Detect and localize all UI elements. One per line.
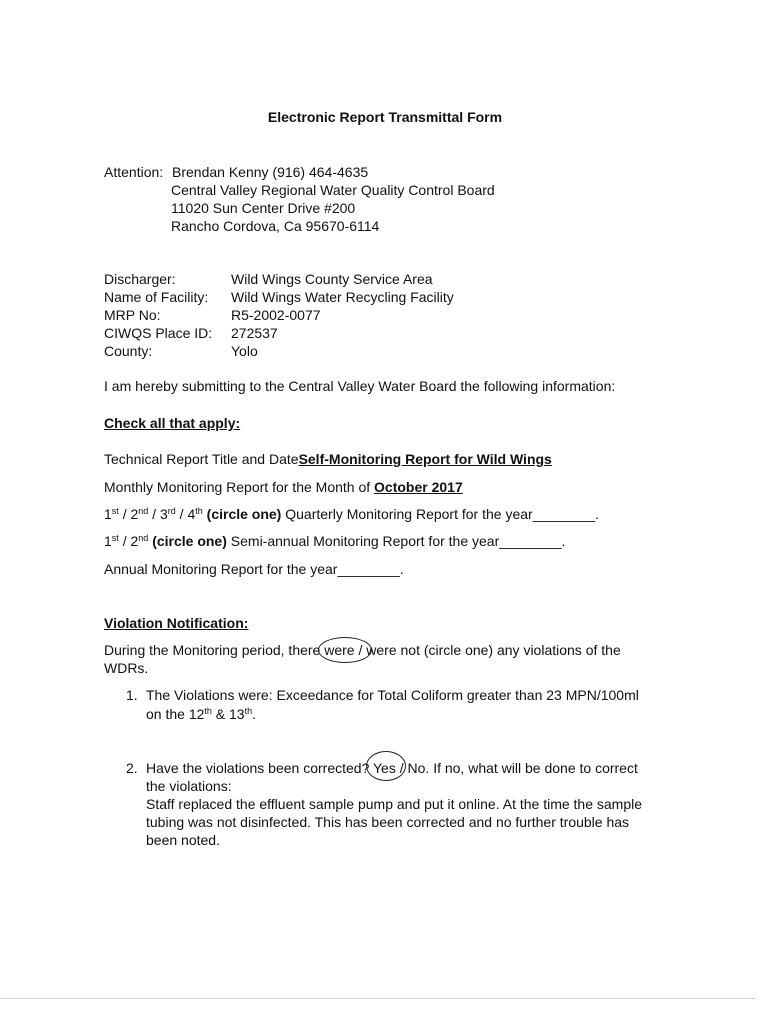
technical-report-title: Self-Monitoring Report for Wild Wings — [298, 451, 552, 467]
item-2-number: 2. — [126, 760, 138, 776]
county-label: County: — [104, 343, 153, 359]
handwritten-circle — [318, 637, 372, 663]
item-2-line-2: the violations: — [146, 778, 232, 794]
s-text: Semi-annual Monitoring Report for the year — [226, 533, 500, 549]
quarterly-report-line — [104, 506, 599, 523]
q-sep-3: / — [175, 506, 188, 522]
item-1-date-a: on the 12 — [146, 706, 205, 722]
violation-intro-line-2: WDRs. — [104, 660, 149, 676]
mrp-label: MRP No: — [104, 307, 161, 323]
annual-text: Annual Monitoring Report for the year — [104, 561, 338, 577]
q-sep-2: / — [148, 506, 160, 522]
s-circle-one: (circle one) — [152, 533, 227, 549]
discharger-label: Discharger: — [104, 271, 176, 287]
check-heading: Check all that apply: — [104, 415, 241, 431]
item-2-question: Have the violations been corrected? — [146, 760, 373, 776]
item-2-line-1 — [146, 760, 638, 777]
annual-year-blank: ________ — [337, 561, 400, 577]
q-ordinal-1: 1 — [104, 506, 112, 522]
q-end: . — [595, 506, 599, 522]
scan-edge-line — [0, 998, 755, 999]
violation-intro-text-b: / were not (circle one) any violations of the — [354, 642, 621, 658]
semiannual-report-line — [104, 533, 565, 550]
county-value: Yolo — [231, 343, 258, 359]
item-1-line-1: The Violations were: Exceedance for Total Coliform greater than 23 MPN/100ml — [146, 687, 639, 703]
q-text: Quarterly Monitoring Report for the year — [281, 506, 533, 522]
item-2-line-4: tubing was not disinfected. This has been corrected and no further trouble has — [146, 814, 630, 830]
discharger-value: Wild Wings County Service Area — [231, 271, 433, 287]
attention-street: 11020 Sun Center Drive #200 — [171, 200, 356, 216]
facility-label: Name of Facility: — [104, 289, 209, 305]
violation-intro-text-a: During the Monitoring period, there — [104, 642, 325, 658]
attention-city: Rancho Cordova, Ca 95670-6114 — [171, 218, 380, 234]
mrp-value: R5-2002-0077 — [231, 307, 321, 323]
attention-contact: Brendan Kenny (916) 464-4635 — [172, 164, 369, 180]
technical-report-line — [104, 451, 552, 468]
s-ordinal-1-suffix: st — [111, 533, 119, 543]
item-1-sup-1: th — [204, 706, 212, 716]
s-year-blank: ________ — [499, 533, 562, 549]
ciwqs-label: CIWQS Place ID: — [104, 325, 213, 341]
q-circle-one: (circle one) — [206, 506, 282, 522]
q-ordinal-4-suffix: th — [195, 506, 203, 516]
item-1-sup-2: th — [244, 706, 253, 716]
item-2-line-3: Staff replaced the effluent sample pump and put it online. At the time the sample — [146, 796, 643, 812]
annual-end: . — [399, 561, 404, 577]
technical-report-prefix: Technical Report Title and Date — [104, 451, 299, 467]
item-1-number: 1. — [126, 687, 138, 703]
circled-were — [324, 642, 354, 658]
monthly-report-month: October 2017 — [374, 479, 463, 495]
were-text: were — [324, 642, 355, 658]
attention-label: Attention: — [104, 164, 164, 180]
q-ordinal-3-suffix: rd — [167, 506, 176, 516]
submit-statement: I am hereby submitting to the Central Valley Water Board the following information: — [104, 378, 616, 394]
facility-value: Wild Wings Water Recycling Facility — [231, 289, 454, 305]
item-2-question-rest: / No. If no, what will be done to correct — [395, 760, 638, 776]
monthly-report-line — [104, 479, 463, 496]
item-1-date-b: & 13 — [211, 706, 245, 722]
s-ordinal-2: 2 — [130, 533, 139, 549]
handwritten-circle-yes — [366, 751, 406, 781]
q-ordinal-1-suffix: st — [111, 506, 119, 516]
q-year-blank: ________ — [532, 506, 595, 522]
page-title: Electronic Report Transmittal Form — [267, 109, 503, 125]
item-1-line-2 — [146, 706, 256, 723]
yes-text: Yes — [373, 760, 396, 776]
violation-heading: Violation Notification: — [104, 615, 249, 631]
monthly-report-prefix: Monthly Monitoring Report for the Month of — [104, 479, 375, 495]
s-ordinal-2-suffix: nd — [138, 533, 149, 543]
circled-yes — [373, 760, 396, 776]
q-ordinal-4: 4 — [187, 506, 196, 522]
annual-report-line — [104, 561, 404, 578]
attention-agency: Central Valley Regional Water Quality Control Board — [171, 182, 495, 198]
q-ordinal-2: 2 — [130, 506, 139, 522]
s-sep-1: / — [118, 533, 131, 549]
ciwqs-value: 272537 — [231, 325, 278, 341]
s-ordinal-1: 1 — [104, 533, 112, 549]
item-2-line-5: been noted. — [146, 832, 220, 848]
q-ordinal-3: 3 — [159, 506, 168, 522]
s-end: . — [561, 533, 566, 549]
q-sep-1: / — [118, 506, 131, 522]
violation-intro-line-1 — [104, 642, 621, 659]
q-ordinal-2-suffix: nd — [138, 506, 149, 516]
item-1-end: . — [252, 706, 257, 722]
